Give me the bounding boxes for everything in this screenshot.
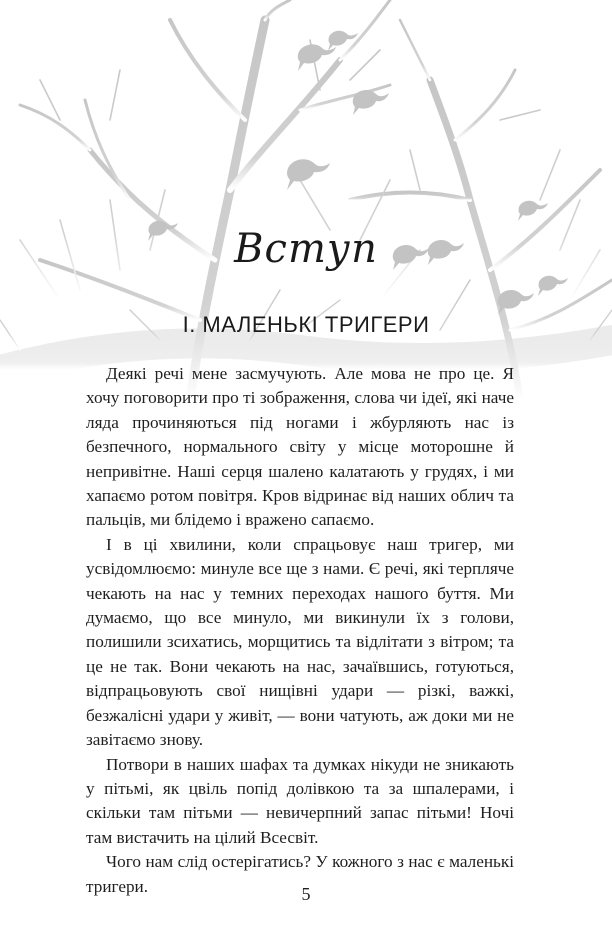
- paragraph: І в ці хвилини, коли спрацьовує наш тригер, ми усвідомлюємо: минуле все ще з нами. Є речі, які терпляче чекають на нас у темних переходах нашого буття. Ми думаємо, що все минуло, ми викинули їх з голови, полишили зсихатись, морщитись та відлітати з вітром; та це не так. Вони чекають на нас, зачаївшись, готуються, відпрацьовують свої нищівні удари — різкі, важкі, безжалісні удари у живіт, — вони чатують, аж доки ми не завітаємо знову.: [86, 534, 514, 750]
- paragraph: Деякі речі мене засмучують. Але мова не про це. Я хочу поговорити про ті зображення, слова чи ідеї, які наче ляда прочиняються під ногами і жбурляють нас із безпечного, нормального світу у місце моторошне й непривітне. Наші серця шалено калатають у грудях, і ми хапаємо ротом повітря. Кров відринає від наших облич та пальців, ми блідемо і вражено сапаємо.: [86, 364, 514, 530]
- body-text: [86, 362, 514, 899]
- page-number: 5: [301, 884, 311, 904]
- tree-with-birds-illustration: [0, 0, 612, 400]
- paragraph: Чого нам слід остерігатись? У кожного з нас є маленькі тригери.: [86, 852, 514, 896]
- section-title: I. МАЛЕНЬКІ ТРИГЕРИ: [182, 312, 430, 337]
- chapter-title: Вступ: [234, 226, 378, 272]
- paragraph: Потвори в наших шафах та думках нікуди не зникають у пітьмі, як цвіль попід долівкою та за шпалерами, і скільки там пітьми — невичерпний запас пітьми! Ночі там вистачить на цілий Всесвіт.: [86, 754, 514, 847]
